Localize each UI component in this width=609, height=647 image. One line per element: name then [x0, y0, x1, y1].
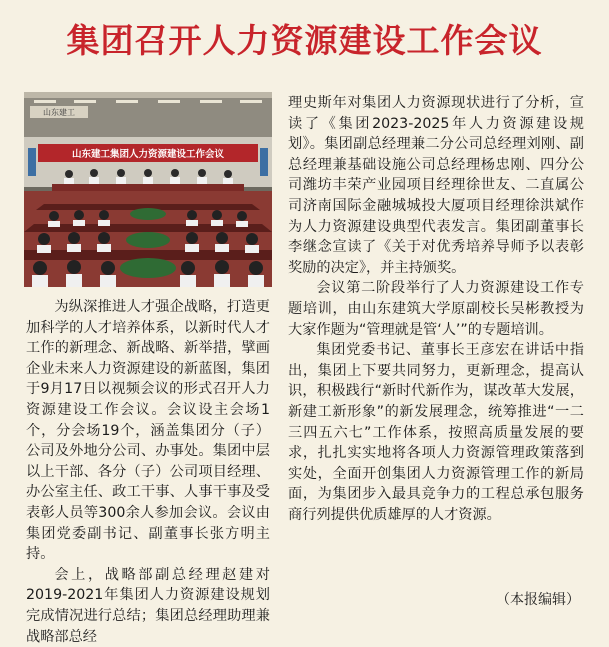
- banner-text: 山东建工集团人力资源建设工作会议: [71, 149, 225, 160]
- headline: 集团召开人力资源建设工作会议: [66, 21, 543, 60]
- editor-credit: （本报编辑）: [496, 592, 580, 608]
- article-body-left-column: [26, 297, 270, 647]
- meeting-photo: [24, 92, 272, 287]
- logo-text: 山东建工: [43, 108, 75, 117]
- article-body-right-column: [288, 93, 584, 525]
- paragraph-intro: 为纵深推进人才强企战略，打造更加科学的人才培养体系，以新时代人才工作的新理念、新战略、新举措，擘画企业未来人力资源建设的新蓝图，集团于9月17日以视频会议的形式召开人力资源建设工作会议。会议设主会场1个，分会场19个，涵盖集团分（子）公司及外地分公司、办事处。集团中层以上干部、各分（子）公司项目经理、办公室主任、政工干事、人事干事及受表彰人员等300余人参加会议。会议由集团党委副书记、副董事长张方明主持。: [26, 299, 270, 563]
- paragraph-training: 会议第二阶段举行了人力资源建设工作专题培训，由山东建筑大学原副校长吴彬教授为大家作题为“管理就是管‘人’”的专题培训。: [288, 280, 584, 338]
- paragraph-speech: 集团党委书记、董事长王彦宏在讲话中指出，集团上下要共同努力，更新理念，提高认识，积极践行“新时代新作为，谋改革大发展，新建工新形象”的新发展理念，统筹推进“一二三四五六七”工作体系，按照高质量发展的要求，扎扎实实地将各项人力资源管理政策落到实处，全面开创集团人力资源管理工作的新局面，为集团步入最具竞争力的工程总承包服务商行列提供优质雄厚的人才资源。: [288, 342, 584, 523]
- paragraph-meeting-start: 会上，战略部副总经理赵建对2019-2021年集团人力资源建设规划完成情况进行总结；集团总经理助理兼战略部总经: [26, 566, 270, 645]
- paragraph-continued: 理史斯年对集团人力资源现状进行了分析，宣读了《集团2023-2025年人力资源建设规划》。集团副总经理兼二分公司总经理刘刚、副总经理兼基础设施公司总经理杨忠刚、四分公司潍坊丰荣产业园项目经理徐世友、二直属公司济南国际金融城城投大厦项目经理徐洪斌作为人力资源建设典型代表发言。集团副董事长李继念宣读了《关于对优秀培养导师予以表彰奖励的决定》，并主持颁奖。: [288, 95, 584, 276]
